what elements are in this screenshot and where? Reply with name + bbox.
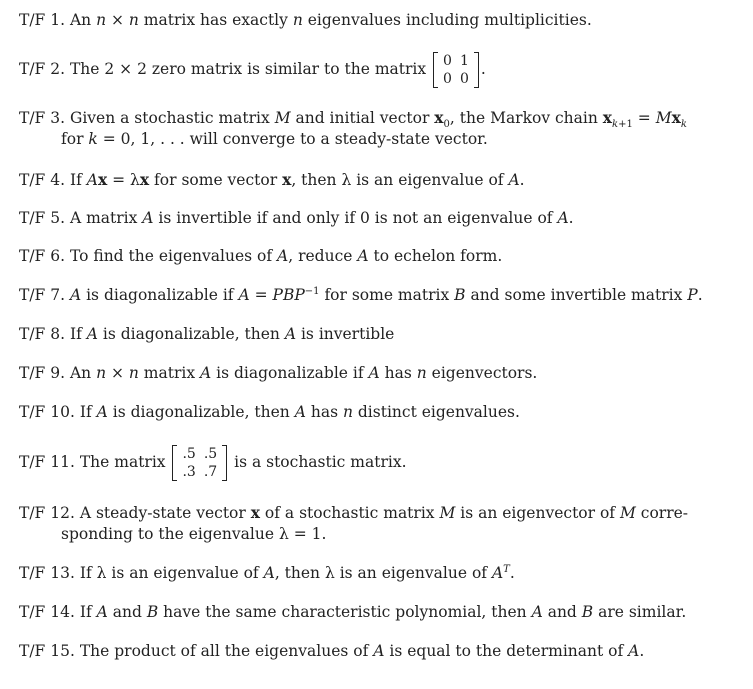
question-4: T/F 4. If Ax = λx for some vector x, then λ is an eigenvalue of A. (19, 170, 525, 189)
question-7: T/F 7. A is diagonalizable if $A = PBP^{-1}$ for some matrix B and some invertible matrix P. (19, 285, 703, 304)
question-label: T/F 14. (19, 603, 75, 621)
question-12: T/F 12. A steady-state vector x of a stochastic matrix M is an eigenvector of M corre- sponding to the eigenvalue λ = 1. (19, 503, 689, 543)
question-label: T/F 7. (19, 286, 66, 304)
question-label: T/F 12. (19, 504, 75, 522)
question-label: T/F 3. (19, 109, 66, 127)
question-label: T/F 11. (19, 453, 75, 471)
question-6: T/F 6. To find the eigenvalues of A, reduce A to echelon form. (19, 247, 503, 265)
question-2: T/F 2. The 2 × 2 zero matrix is similar to the matrix 0 1 0 0 . (19, 53, 486, 87)
question-label: T/F 9. (19, 364, 66, 382)
question-13: T/F 13. If λ is an eigenvalue of A, then λ is an eigenvalue of $A^T$. (19, 563, 515, 582)
question-11: T/F 11. The matrix .5 .5 .3 .7 is a stochastic matrix. (19, 446, 407, 480)
question-1: T/F 1. An n × n matrix has exactly n eigenvalues including multiplicities. (19, 11, 592, 29)
question-14: T/F 14. If A and B have the same characteristic polynomial, then A and B are similar. (19, 603, 687, 621)
question-15: T/F 15. The product of all the eigenvalues of A is equal to the determinant of A. (19, 642, 645, 660)
question-label: T/F 4. (19, 171, 66, 189)
question-label: T/F 1. (19, 11, 66, 29)
question-10: T/F 10. If A is diagonalizable, then A has n distinct eigenvalues. (19, 403, 520, 421)
question-3: T/F 3. Given a stochastic matrix M and initial vector $x_0$, the Markov chain $x_{k+1} = Mx_k$ for k = 0, 1, . . . will converge to a steady-state vector. (19, 108, 687, 148)
question-label: T/F 2. (19, 60, 66, 78)
question-label: T/F 6. (19, 247, 66, 265)
question-9: T/F 9. An n × n matrix A is diagonalizable if A has n eigenvectors. (19, 364, 538, 382)
question-5: T/F 5. A matrix A is invertible if and only if 0 is not an eigenvalue of A. (19, 209, 574, 227)
question-label: T/F 8. (19, 325, 66, 343)
question-label: T/F 5. (19, 209, 66, 227)
question-label: T/F 15. (19, 642, 75, 660)
matrix: .5 .5 .3 .7 (172, 445, 227, 481)
question-8: T/F 8. If A is diagonalizable, then A is invertible (19, 325, 395, 343)
question-label: T/F 13. (19, 564, 75, 582)
question-label: T/F 10. (19, 403, 75, 421)
matrix: 0 1 0 0 (433, 52, 479, 88)
